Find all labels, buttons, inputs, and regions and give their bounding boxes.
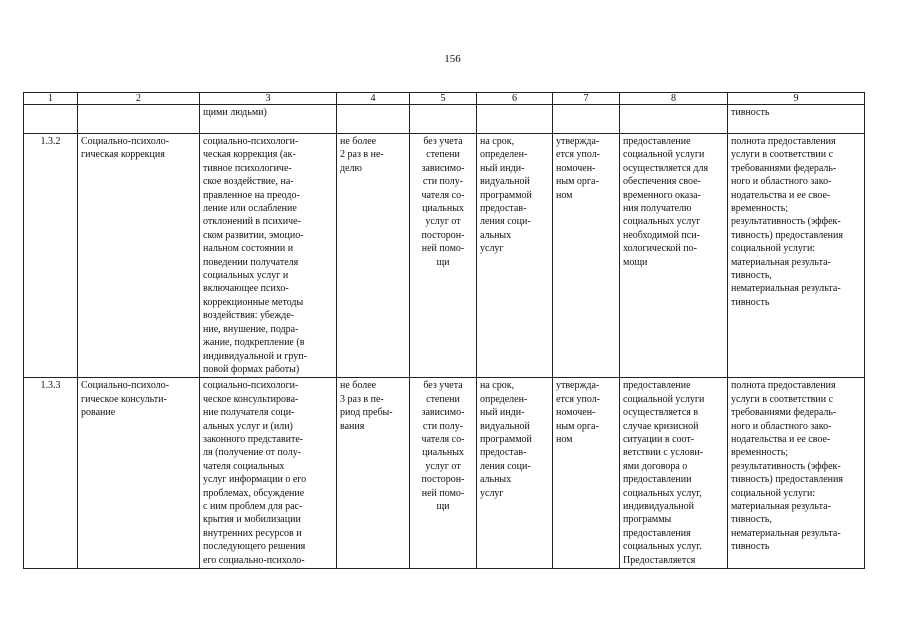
cell-line: чателя социальных — [203, 460, 285, 472]
cell-line: нодательства и ее свое- — [731, 433, 831, 445]
cell-line: программой — [480, 189, 532, 201]
cell-line: необходимой пси- — [623, 229, 700, 241]
cell-line: осуществляется для — [623, 162, 709, 174]
cell-line: ется упол- — [556, 149, 601, 161]
cell-line: тивность — [731, 296, 770, 308]
cell-line: ления соци- — [480, 460, 531, 472]
cell-line: социальной услуги: — [731, 487, 816, 499]
page-number: 156 — [444, 53, 461, 65]
service-number: 1.3.2 — [24, 134, 78, 378]
cell-line: тивность) предоставления — [731, 229, 843, 241]
cell-line: услуг от — [425, 216, 461, 228]
cell-line: посторон- — [421, 474, 465, 486]
cell-line: определен- — [480, 149, 528, 161]
cell-line: ское воздействие, на- — [203, 176, 294, 188]
cell-line: тивность) предоставления — [731, 474, 843, 486]
column-number: 8 — [620, 93, 728, 105]
cell-line: ситуации в соот- — [623, 433, 695, 445]
cell-line: предоставления — [623, 527, 691, 539]
cell-line: социальных услуг, — [623, 487, 702, 499]
cell-line: социально-психологи- — [203, 136, 299, 147]
cell-line: программой — [480, 433, 532, 445]
cell-line: Предоставляется — [623, 554, 696, 566]
cell-line: с ним проблем для рас- — [203, 500, 303, 512]
cell-line: предоставление — [623, 380, 691, 392]
service-content — [200, 134, 337, 378]
cell-line: результативность (эффек- — [731, 460, 841, 472]
cell-line: полнота предоставления — [731, 136, 836, 147]
cell-line: гическое консульти- — [81, 393, 167, 405]
cell-line: материальная результа- — [731, 256, 831, 268]
table-row — [24, 134, 865, 378]
cell-line: не более — [340, 136, 377, 147]
cell-line: утвержда- — [556, 380, 600, 392]
cell-line: результативность (эффек- — [731, 216, 841, 228]
cell-line: ния получателю — [623, 203, 692, 215]
cell-line: временность; — [731, 203, 789, 215]
service-name — [78, 134, 200, 378]
cell-line: осуществляется в — [623, 407, 699, 419]
column-number: 5 — [410, 93, 477, 105]
cell-line: чателя со- — [421, 433, 465, 445]
cell-line: делю — [340, 162, 362, 174]
cell-line: альных — [480, 229, 512, 241]
service-indicators — [728, 378, 865, 569]
cell-line: ного и областного зако- — [731, 420, 832, 432]
service-frequency — [337, 378, 410, 569]
service-content — [200, 378, 337, 569]
cell-line: нематериальная результа- — [731, 527, 841, 539]
cell-line: тивность, — [731, 270, 772, 282]
cell-line: сти полу- — [422, 420, 464, 432]
cell-line: социальной услуги — [623, 393, 705, 405]
cell-line: ние, внушение, подра- — [203, 323, 299, 335]
column-number: 1 — [24, 93, 78, 105]
cell-line: не более — [340, 380, 377, 392]
cell-line: социальной услуги — [623, 149, 705, 161]
service-conditions — [620, 378, 728, 569]
cell-line: посторон- — [421, 229, 465, 241]
cell-line: номочен- — [556, 407, 596, 419]
cell-line: отклонений в психиче- — [203, 216, 301, 228]
service-number: 1.3.3 — [24, 378, 78, 569]
cell-line: социальных услуг. — [623, 541, 702, 553]
cell-line: случае кризисной — [623, 420, 699, 432]
service-indicators — [728, 134, 865, 378]
cell-line: ля (получение от полу- — [203, 447, 302, 459]
cell-line: циальных — [422, 447, 464, 459]
services-table — [23, 92, 865, 569]
cell-line: ного и областного зако- — [731, 176, 832, 188]
cell-line: нематериальная результа- — [731, 283, 841, 295]
cell-line: зависимо- — [421, 162, 465, 174]
cell-line: ней помо- — [421, 487, 465, 499]
cell-line: ным орга- — [556, 176, 599, 188]
cell-line: гическая коррекция — [81, 149, 165, 161]
cell-line: мощи — [623, 256, 648, 268]
cell-line: хологической по- — [623, 243, 697, 255]
cell-line: обеспечения свое- — [623, 176, 701, 188]
cell-line: циальных — [422, 203, 464, 215]
cell-line: повой формах работы) — [203, 363, 300, 375]
cell-line: услуг — [480, 243, 504, 255]
cell-line: рование — [81, 407, 116, 419]
cell-line: видуальной — [480, 176, 530, 188]
continuation-text: тивность — [728, 105, 865, 134]
cell-line: степени — [426, 393, 460, 405]
cell-line: 3 раз в пе- — [340, 393, 384, 405]
cell-line: проблемах, обсуждение — [203, 487, 305, 499]
column-number: 4 — [337, 93, 410, 105]
cell-line: правленное на преодо- — [203, 189, 300, 201]
cell-line: поведении получателя — [203, 256, 299, 268]
cell-line: воздействия: убежде- — [203, 310, 295, 322]
cell-line: тивное психологиче- — [203, 162, 292, 174]
table-row — [24, 378, 865, 569]
cell-line: ями договора о — [623, 460, 688, 472]
service-name — [78, 378, 200, 569]
cell-line: ческая коррекция (ак- — [203, 149, 296, 161]
cell-line: ный инди- — [480, 162, 525, 174]
service-approval — [553, 134, 620, 378]
cell-line: чателя со- — [421, 189, 465, 201]
cell-line: последующего решения — [203, 541, 306, 553]
cell-line: требованиями федераль- — [731, 162, 837, 174]
cell-line: Социально-психоло- — [81, 136, 170, 147]
cell-line: ном — [556, 189, 573, 201]
cell-line: нодательства и ее свое- — [731, 189, 831, 201]
cell-line: тивность — [731, 541, 770, 553]
cell-line: ный инди- — [480, 407, 525, 419]
cell-line: тивность, — [731, 514, 772, 526]
cell-line: альных услуг и (или) — [203, 420, 293, 432]
cell-line: социально-психологи- — [203, 380, 299, 392]
cell-line: Социально-психоло- — [81, 380, 170, 392]
cell-line: предоставлении — [623, 474, 692, 486]
cell-line: на срок, — [480, 380, 515, 392]
cell-line: вания — [340, 420, 365, 432]
service-term — [477, 134, 553, 378]
cell-line: на срок, — [480, 136, 515, 147]
service-cost — [410, 378, 477, 569]
cell-line: индивидуальной и груп- — [203, 350, 307, 362]
service-conditions — [620, 134, 728, 378]
cell-line: программы — [623, 514, 672, 526]
cell-line: сти полу- — [422, 176, 464, 188]
column-number: 2 — [78, 93, 200, 105]
continuation-text: щими людьми) — [200, 105, 337, 134]
cell-line: услуг от — [425, 460, 461, 472]
cell-line: социальной услуги: — [731, 243, 816, 255]
cell-line: ском развитии, эмоцио- — [203, 229, 304, 241]
column-number: 3 — [200, 93, 337, 105]
column-number-row — [24, 93, 865, 105]
cell-line: временность; — [731, 447, 789, 459]
cell-line: материальная результа- — [731, 500, 831, 512]
cell-line: услуг информации о его — [203, 474, 307, 486]
cell-line: альных — [480, 474, 512, 486]
cell-line: определен- — [480, 393, 528, 405]
cell-line: предостав- — [480, 203, 527, 215]
cell-line: полнота предоставления — [731, 380, 836, 392]
column-number: 6 — [477, 93, 553, 105]
cell-line: нальном состоянии и — [203, 243, 294, 255]
cell-line: его социально-психоло- — [203, 554, 305, 566]
cell-line: социальных услуг и — [203, 270, 289, 282]
cell-line: предостав- — [480, 447, 527, 459]
cell-line: ном — [556, 433, 573, 445]
service-term — [477, 378, 553, 569]
cell-line: услуги в соответствии с — [731, 149, 834, 161]
cell-line: внутренних ресурсов и — [203, 527, 302, 539]
cell-line: требованиями федераль- — [731, 407, 837, 419]
cell-line: зависимо- — [421, 407, 465, 419]
cell-line: услуги в соответствии с — [731, 393, 834, 405]
cell-line: щи — [436, 256, 450, 268]
cell-line: временного оказа- — [623, 189, 701, 201]
cell-line: без учета — [423, 380, 463, 392]
cell-line: включающее психо- — [203, 283, 289, 295]
column-number: 9 — [728, 93, 865, 105]
cell-line: ления соци- — [480, 216, 531, 228]
cell-line: 2 раз в не- — [340, 149, 384, 161]
cell-line: ческое консультирова- — [203, 393, 299, 405]
cell-line: коррекционные методы — [203, 296, 304, 308]
cell-line: видуальной — [480, 420, 530, 432]
cell-line: без учета — [423, 136, 463, 147]
cell-line: риод пребы- — [340, 407, 393, 419]
cell-line: ние получателя соци- — [203, 407, 295, 419]
service-frequency — [337, 134, 410, 378]
service-cost — [410, 134, 477, 378]
cell-line: жание, подкрепление (в — [203, 337, 305, 349]
cell-line: ление или ослабление — [203, 203, 297, 215]
cell-line: ется упол- — [556, 393, 601, 405]
cell-line: номочен- — [556, 162, 596, 174]
cell-line: законного представите- — [203, 433, 304, 445]
cell-line: социальных услуг — [623, 216, 701, 228]
cell-line: предоставление — [623, 136, 691, 147]
cell-line: крытия и мобилизации — [203, 514, 301, 526]
cell-line: утвержда- — [556, 136, 600, 147]
service-approval — [553, 378, 620, 569]
cell-line: степени — [426, 149, 460, 161]
cell-line: ным орга- — [556, 420, 599, 432]
cell-line: ней помо- — [421, 243, 465, 255]
cell-line: ветствии с услови- — [623, 447, 704, 459]
cell-line: услуг — [480, 487, 504, 499]
continuation-row — [24, 105, 865, 134]
cell-line: щи — [436, 500, 450, 512]
cell-line: индивидуальной — [623, 500, 694, 512]
column-number: 7 — [553, 93, 620, 105]
